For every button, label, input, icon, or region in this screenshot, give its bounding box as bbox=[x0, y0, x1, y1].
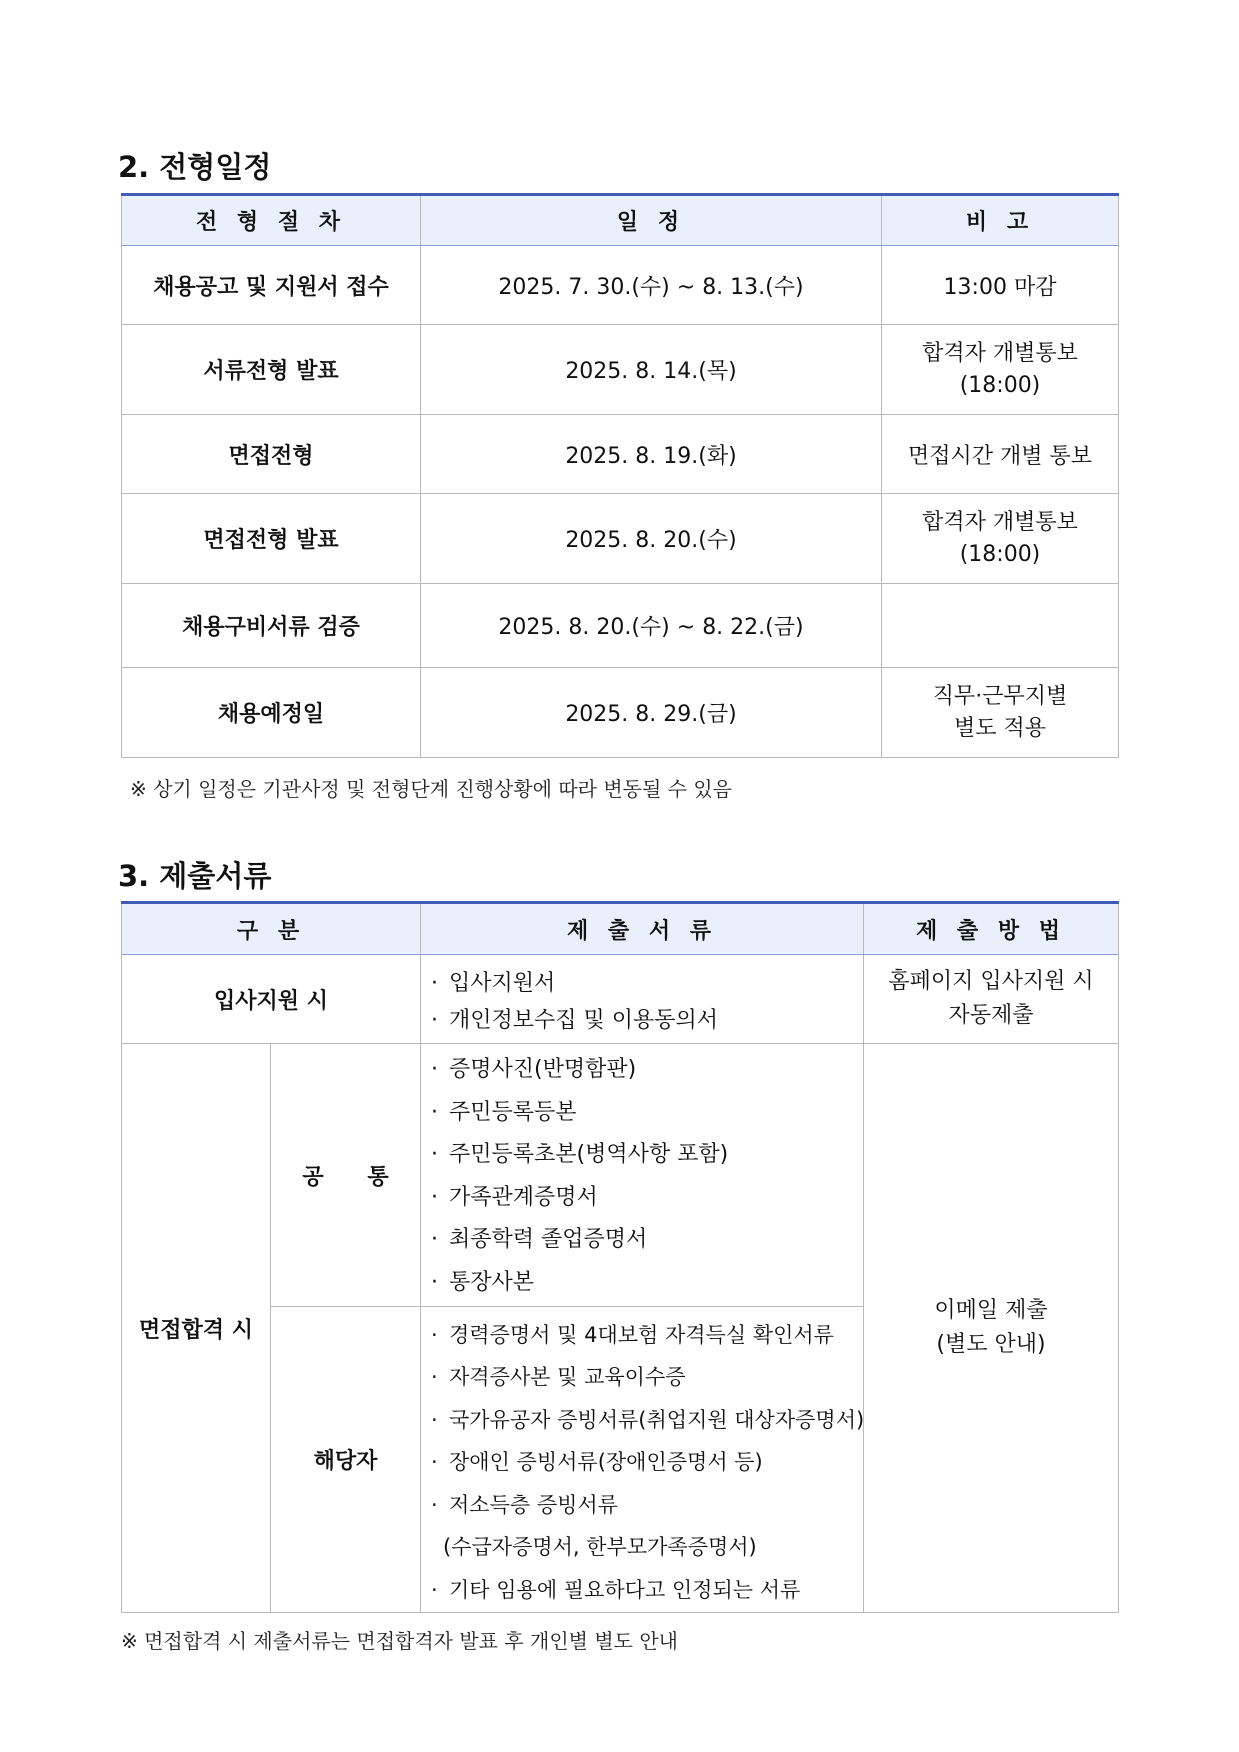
section-2-heading: 2. 전형일정 bbox=[118, 150, 272, 184]
list-item: · 개인정보수집 및 이용동의서 bbox=[421, 1002, 863, 1039]
applicable-label: 해당자 bbox=[271, 1307, 421, 1613]
apply-label: 입사지원 시 bbox=[122, 955, 421, 1044]
schedule-step: 면접전형 발표 bbox=[122, 494, 421, 584]
list-item: · 저소득층 증빙서류 bbox=[421, 1484, 863, 1527]
schedule-note bbox=[882, 494, 1119, 584]
table-row bbox=[122, 584, 1119, 668]
schedule-note bbox=[882, 325, 1119, 415]
apply-docs bbox=[421, 955, 864, 1044]
schedule-header-date: 일 정 bbox=[421, 195, 882, 246]
schedule-date: 2025. 8. 19.(화) bbox=[421, 415, 882, 494]
list-item: · 통장사본 bbox=[421, 1262, 863, 1305]
schedule-note-line: 직무·근무지별 bbox=[932, 683, 1068, 709]
interview-method-line: 이메일 제출 bbox=[934, 1298, 1048, 1323]
schedule-step: 서류전형 발표 bbox=[122, 325, 421, 415]
table-row bbox=[122, 494, 1119, 584]
interview-method bbox=[864, 1044, 1119, 1613]
table-row bbox=[122, 668, 1119, 758]
list-item: · 국가유공자 증빙서류(취업지원 대상자증명서) bbox=[421, 1399, 863, 1442]
schedule-header-note: 비 고 bbox=[882, 195, 1119, 246]
documents-header-documents: 제 출 서 류 bbox=[421, 903, 864, 955]
apply-method-line: 자동제출 bbox=[948, 1003, 1034, 1028]
list-item: · 경력증명서 및 4대보험 자격득실 확인서류 bbox=[421, 1314, 863, 1357]
schedule-header-step: 전 형 절 차 bbox=[122, 195, 421, 246]
documents-header-category: 구 분 bbox=[122, 903, 421, 955]
list-item: · 자격증사본 및 교육이수증 bbox=[421, 1356, 863, 1399]
list-item: · 증명사진(반명함판) bbox=[421, 1049, 863, 1092]
list-item: · 가족관계증명서 bbox=[421, 1177, 863, 1220]
schedule-step: 채용예정일 bbox=[122, 668, 421, 758]
documents-header-method: 제 출 방 법 bbox=[864, 903, 1119, 955]
list-item: · 최종학력 졸업증명서 bbox=[421, 1219, 863, 1262]
table-row bbox=[122, 325, 1119, 415]
documents-footnote: ※ 면접합격 시 제출서류는 면접합격자 발표 후 개인별 별도 안내 bbox=[121, 1629, 678, 1653]
schedule-table bbox=[121, 193, 1119, 758]
schedule-note-line: 별도 적용 bbox=[953, 715, 1046, 741]
interview-method-line: (별도 안내) bbox=[936, 1332, 1046, 1357]
schedule-note: 13:00 마감 bbox=[882, 246, 1119, 325]
interview-label: 면접합격 시 bbox=[122, 1044, 271, 1613]
list-item: · 주민등록등본 bbox=[421, 1092, 863, 1135]
schedule-step: 채용구비서류 검증 bbox=[122, 584, 421, 668]
apply-method bbox=[864, 955, 1119, 1044]
common-docs bbox=[421, 1044, 864, 1307]
schedule-date: 2025. 8. 29.(금) bbox=[421, 668, 882, 758]
documents-table bbox=[121, 901, 1119, 1613]
section-3-heading: 3. 제출서류 bbox=[118, 859, 272, 893]
common-label: 공 통 bbox=[271, 1044, 421, 1307]
list-item: · 입사지원서 bbox=[421, 965, 863, 1002]
table-row bbox=[122, 246, 1119, 325]
table-row bbox=[122, 415, 1119, 494]
schedule-step: 면접전형 bbox=[122, 415, 421, 494]
list-item: · 주민등록초본(병역사항 포함) bbox=[421, 1134, 863, 1177]
schedule-date: 2025. 8. 20.(수) ~ 8. 22.(금) bbox=[421, 584, 882, 668]
table-row bbox=[122, 1044, 1119, 1307]
apply-method-line: 홈페이지 입사지원 시 bbox=[888, 969, 1094, 994]
schedule-note-line: 합격자 개별통보 bbox=[922, 509, 1078, 535]
schedule-step: 채용공고 및 지원서 접수 bbox=[122, 246, 421, 325]
list-item: · 기타 임용에 필요하다고 인정되는 서류 bbox=[421, 1569, 863, 1612]
schedule-note bbox=[882, 668, 1119, 758]
schedule-date: 2025. 8. 20.(수) bbox=[421, 494, 882, 584]
schedule-note-line: (18:00) bbox=[959, 541, 1041, 567]
table-row bbox=[122, 955, 1119, 1044]
applicable-docs bbox=[421, 1307, 864, 1613]
schedule-note bbox=[882, 584, 1119, 668]
schedule-footnote: ※ 상기 일정은 기관사정 및 전형단계 진행상황에 따라 변동될 수 있음 bbox=[130, 777, 732, 801]
list-item: · 장애인 증빙서류(장애인증명서 등) bbox=[421, 1441, 863, 1484]
schedule-date: 2025. 7. 30.(수) ~ 8. 13.(수) bbox=[421, 246, 882, 325]
schedule-note: 면접시간 개별 통보 bbox=[882, 415, 1119, 494]
schedule-note-line: 합격자 개별통보 bbox=[922, 340, 1078, 366]
schedule-note-line: (18:00) bbox=[959, 372, 1041, 398]
schedule-date: 2025. 8. 14.(목) bbox=[421, 325, 882, 415]
list-item: (수급자증명서, 한부모가족증명서) bbox=[443, 1535, 757, 1560]
